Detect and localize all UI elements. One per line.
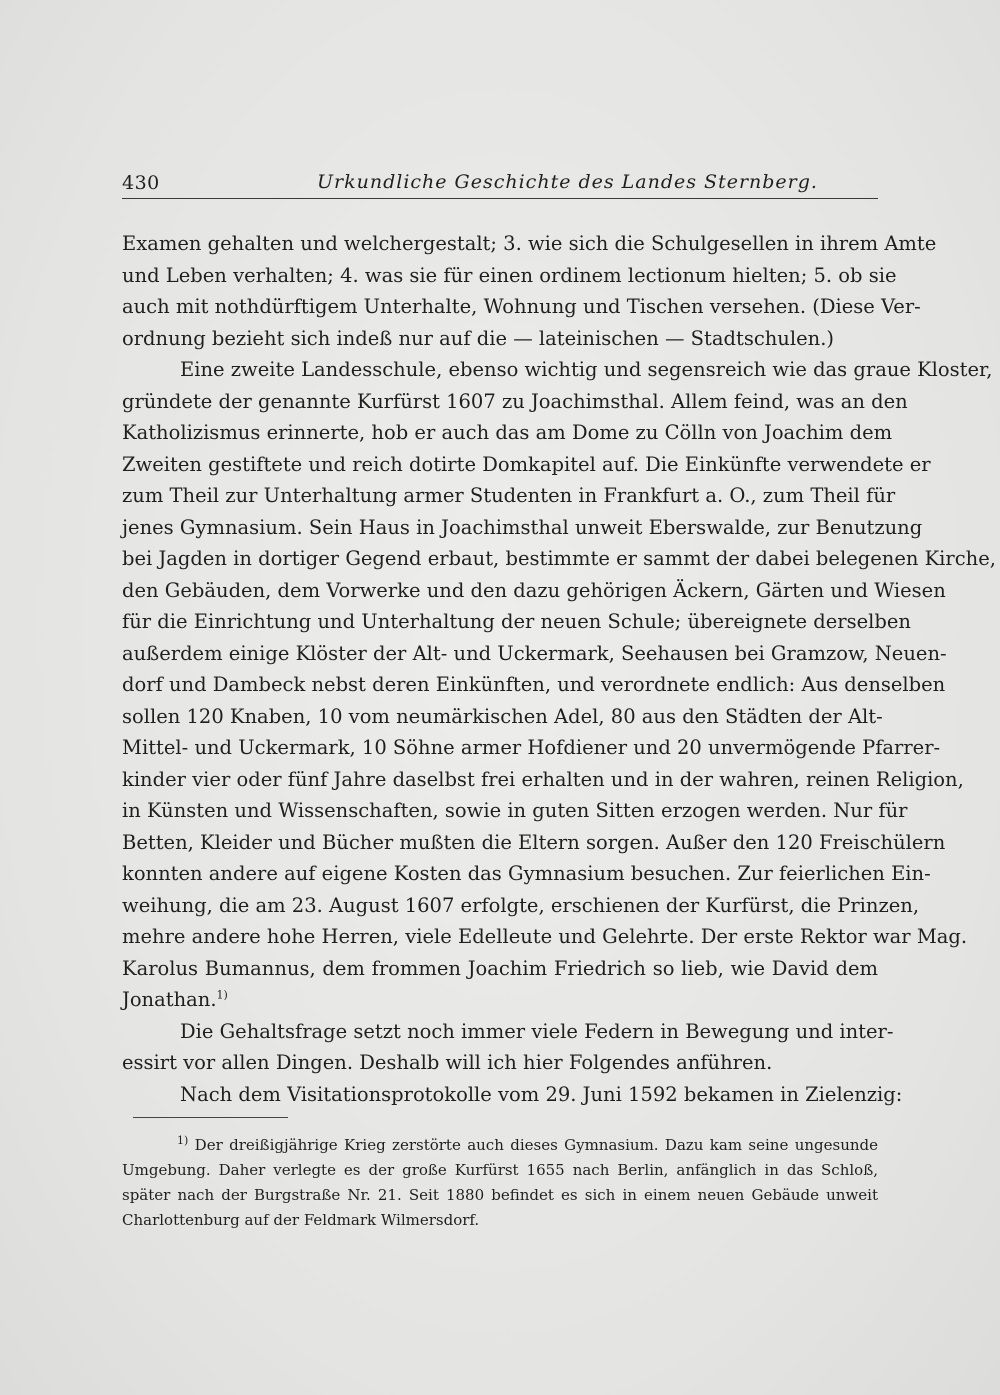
footnote-divider [133,1117,288,1118]
footnote-line: Charlottenburg auf der Feldmark Wilmersdorf. [122,1211,480,1229]
text-line: den Gebäuden, dem Vorwerke und den dazu gehörigen Äckern, Gärten und Wiesen [122,578,946,602]
text-line: in Künsten und Wissenschaften, sowie in guten Sitten erzogen werden. Nur für [122,799,908,822]
page-number: 430 [122,172,160,194]
text-line: für die Einrichtung und Unterhaltung der neuen Schule; übereignete derselben [122,610,911,633]
text-line: Nach dem Visitationsprotokolle vom 29. Juni 1592 bekamen in Zielenzig: [180,1082,903,1106]
text-line: ordnung bezieht sich indeß nur auf die — lateinischen — Stadtschulen.) [122,326,835,350]
footnotes [122,1133,878,1233]
text-line: jenes Gymnasium. Sein Haus in Joachimsthal unweit Eberswalde, zur Benutzung [122,515,923,539]
text-line: Mittel- und Uckermark, 10 Söhne armer Hofdiener und 20 unvermögende Pfarrer- [122,736,941,759]
text-line: sollen 120 Knaben, 10 vom neumärkischen Adel, 80 aus den Städten der Alt- [122,704,883,728]
footnote-line: Umgebung. Daher verlegte es der große Kurfürst 1655 nach Berlin, anfänglich in das Schloß, [122,1161,878,1179]
text-line: Betten, Kleider und Bücher mußten die Eltern sorgen. Außer den 120 Freischülern [122,830,946,854]
text-line: Zweiten gestiftete und reich dotirte Domkapitel auf. Die Einkünfte verwendete er [122,452,931,476]
text-line: konnten andere auf eigene Kosten das Gymnasium besuchen. Zur feierlichen Ein- [122,862,931,885]
text-line: Die Gehaltsfrage setzt noch immer viele Federn in Bewegung und inter- [180,1019,894,1043]
body-text [122,228,996,1110]
text-line: auch mit nothdürftigem Unterhalte, Wohnung und Tischen versehen. (Diese Ver- [122,295,921,318]
page-header [122,168,878,199]
text-line: Karolus Bumannus, dem frommen Joachim Friedrich so lieb, wie David dem [122,956,878,980]
footnote-line: später nach der Burgstraße Nr. 21. Seit 1880 befindet es sich in einem neuen Gebäude unweit [122,1186,878,1204]
footnote-marker: 1) [177,1134,189,1147]
footnote-reference: 1) [216,988,228,1002]
footnote-text: Der dreißigjährige Krieg zerstörte auch dieses Gymnasium. Dazu kam seine ungesunde [194,1136,878,1154]
text-line: außerdem einige Klöster der Alt- und Uckermark, Seehausen bei Gramzow, Neuen- [122,641,947,665]
text-line: gründete der genannte Kurfürst 1607 zu Joachimsthal. Allem feind, was an den [122,389,908,413]
text-line: Eine zweite Landesschule, ebenso wichtig und segensreich wie das graue Kloster, [180,358,993,381]
text-line: dorf und Dambeck nebst deren Einkünften, und verordnete endlich: Aus denselben [122,673,946,696]
text-line-content: Jonathan. [122,988,217,1011]
running-title: Urkundliche Geschichte des Landes Sternberg. [317,171,818,193]
text-line: essirt vor allen Dingen. Deshalb will ich hier Folgendes anführen. [122,1051,773,1074]
text-line: Examen gehalten und welchergestalt; 3. wie sich die Schulgesellen in ihrem Amte [122,232,937,255]
footnote-line [122,1133,878,1158]
text-line: kinder vier oder fünf Jahre daselbst frei erhalten und in der wahren, reinen Religion, [122,767,964,791]
text-line: Katholizismus erinnerte, hob er auch das am Dome zu Cölln von Joachim dem [122,421,893,444]
text-line: zum Theil zur Unterhaltung armer Studenten in Frankfurt a. O., zum Theil für [122,484,896,507]
text-line: mehre andere hohe Herren, viele Edelleute und Gelehrte. Der erste Rektor war Mag. [122,925,968,948]
text-line: und Leben verhalten; 4. was sie für einen ordinem lectionum hielten; 5. ob sie [122,263,897,287]
text-line: weihung, die am 23. August 1607 erfolgte, erschienen der Kurfürst, die Prinzen, [122,893,920,917]
text-line [122,984,878,1016]
text-line: bei Jagden in dortiger Gegend erbaut, bestimmte er sammt der dabei belegenen Kirche, [122,547,996,570]
